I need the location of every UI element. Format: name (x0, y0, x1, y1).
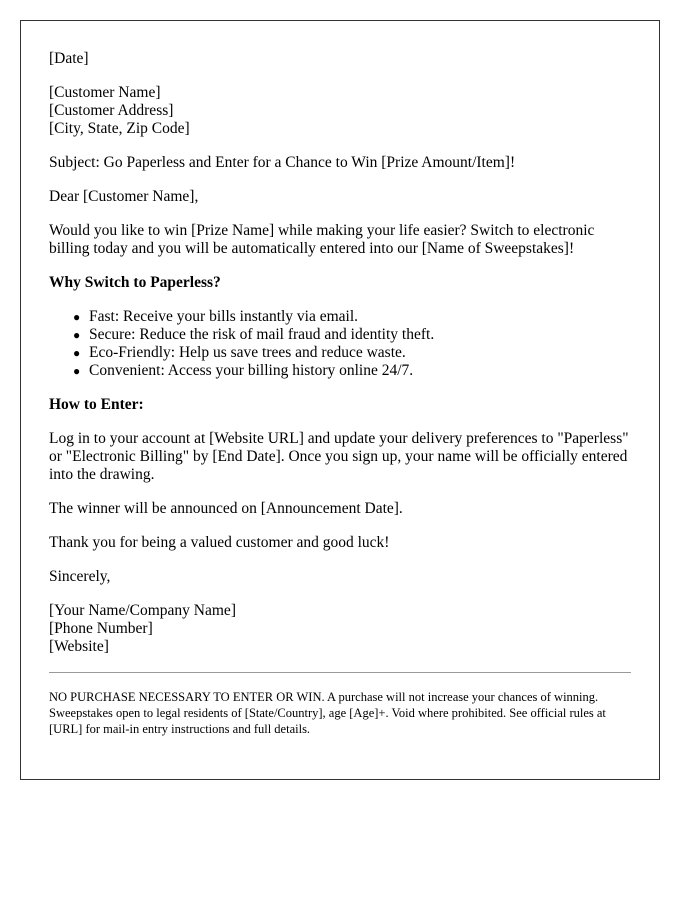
letter-page (20, 20, 660, 780)
benefits-list (49, 308, 631, 380)
how-to-enter-heading: How to Enter: (49, 396, 144, 413)
recipient-name: [Customer Name] (49, 84, 161, 101)
signature-block (49, 602, 631, 656)
greeting: Dear [Customer Name], (49, 188, 199, 205)
bullet-icon: ● (73, 328, 81, 342)
closing: Sincerely, (49, 568, 111, 585)
benefit-item (73, 308, 631, 326)
benefit-text: Secure: Reduce the risk of mail fraud and identity theft. (89, 326, 435, 343)
benefit-text: Eco-Friendly: Help us save trees and reduce waste. (89, 344, 406, 361)
signature-website: [Website] (49, 638, 109, 655)
recipient-address: [Customer Address] (49, 102, 174, 119)
letter-date: [Date] (49, 50, 89, 67)
bullet-icon: ● (73, 310, 81, 324)
recipient-block (49, 84, 631, 138)
benefit-text: Fast: Receive your bills instantly via email. (89, 308, 359, 325)
signature-name: [Your Name/Company Name] (49, 602, 236, 619)
legal-disclaimer: NO PURCHASE NECESSARY TO ENTER OR WIN. A purchase will not increase your chances of winning. Sweepstakes open to legal residents of [State/Country], age [Age]+. Void where prohibited. See official rules at [URL] for mail-in entry instructions and full details. (49, 690, 606, 736)
benefit-item (73, 326, 631, 344)
thanks-paragraph: Thank you for being a valued customer and good luck! (49, 534, 390, 551)
why-switch-heading: Why Switch to Paperless? (49, 274, 221, 291)
recipient-city-state-zip: [City, State, Zip Code] (49, 120, 190, 137)
divider (49, 672, 631, 673)
benefit-item (73, 362, 631, 380)
winner-announcement: The winner will be announced on [Announcement Date]. (49, 500, 403, 517)
how-to-enter-paragraph: Log in to your account at [Website URL] and update your delivery preferences to "Paperless" or "Electronic Billing" by [End Date]. Once you sign up, your name will be officially entered into the drawing. (49, 430, 629, 483)
benefit-text: Convenient: Access your billing history online 24/7. (89, 362, 414, 379)
bullet-icon: ● (73, 346, 81, 360)
bullet-icon: ● (73, 364, 81, 378)
benefit-item (73, 344, 631, 362)
intro-paragraph: Would you like to win [Prize Name] while making your life easier? Switch to electronic billing today and you will be automatically entered into our [Name of Sweepstakes]! (49, 222, 595, 257)
subject-line: Subject: Go Paperless and Enter for a Chance to Win [Prize Amount/Item]! (49, 154, 516, 171)
signature-phone: [Phone Number] (49, 620, 153, 637)
